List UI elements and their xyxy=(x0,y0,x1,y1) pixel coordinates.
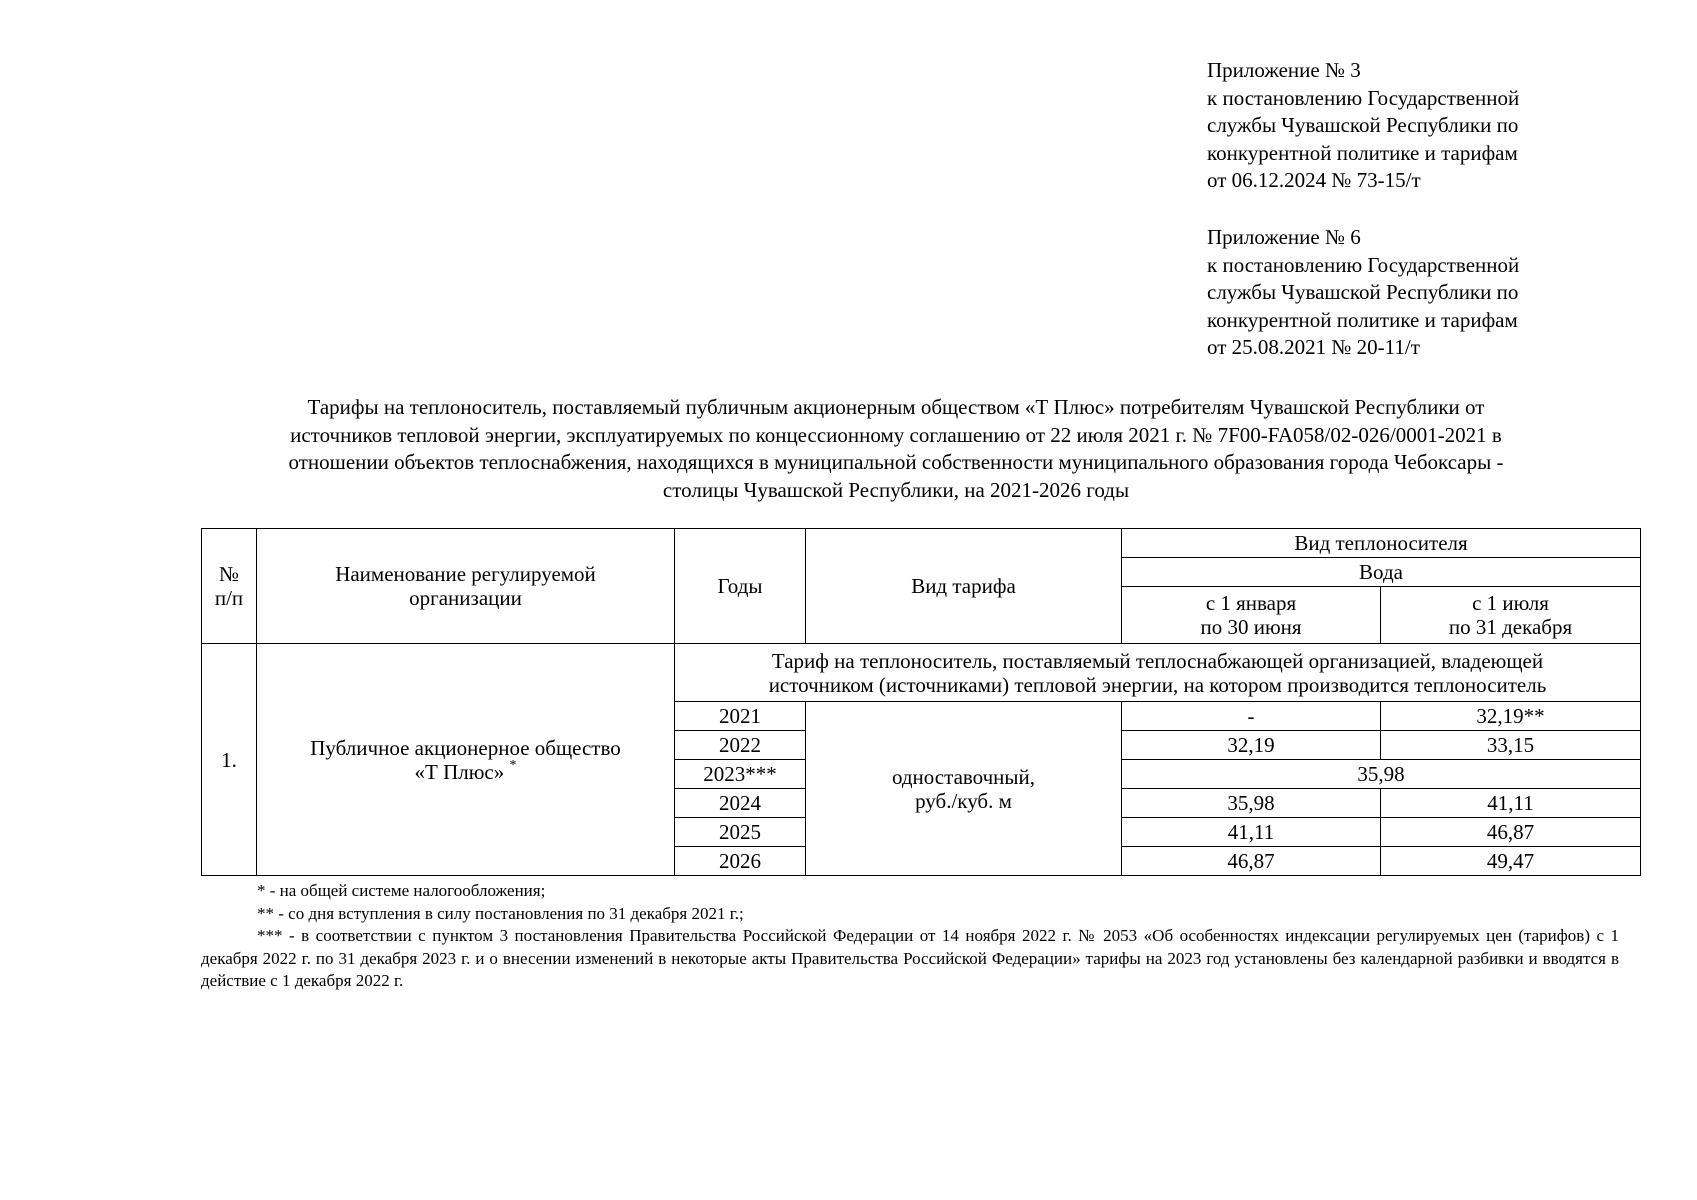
appendix-6-line: конкурентной политике и тарифам xyxy=(1207,307,1518,332)
appendix-3-line: к постановлению Государственной xyxy=(1207,85,1520,110)
appendix-6-line: службы Чувашской Республики по xyxy=(1207,280,1519,304)
appendix-6-line: к постановлению Государственной xyxy=(1207,252,1520,277)
header-period-jan-jun: с 1 января по 30 июня xyxy=(1122,587,1381,644)
value-jan-jun: 41,11 xyxy=(1122,818,1381,847)
appendix-3-date: от 06.12.2024 № 73-15/т xyxy=(1207,168,1421,192)
value-jul-dec: 49,47 xyxy=(1381,847,1641,876)
footnote-2: ** - со дня вступления в силу постановления по 31 декабря 2021 г.; xyxy=(257,903,744,923)
value-jan-jun: 35,98 xyxy=(1122,789,1381,818)
tariff-section-header: Тариф на теплоноситель, поставляемый теплоснабжающей организацией, владеющей источником (источниками) тепловой энергии, на котором производится теплоноситель xyxy=(675,644,1641,702)
value-jul-dec: 41,11 xyxy=(1381,789,1641,818)
tariff-table xyxy=(201,528,1641,876)
year-cell: 2022 xyxy=(675,731,806,760)
appendix-3-block xyxy=(1207,57,1519,195)
value-jan-jun: 32,19 xyxy=(1122,731,1381,760)
footnotes xyxy=(201,880,1619,993)
title-line: отношении объектов теплоснабжения, находящихся в муниципальной собственности муниципального образования города Чебоксары - xyxy=(288,450,1504,474)
footnote-3: *** - в соответствии с пунктом 3 постановления Правительства Российской Федерации от 14 ноября 2022 г. № 2053 «Об особенностях индексации регулируемых цен (тарифов) с 1 декабря 2022 г. по 31 декабря 2023 г. и о внесении изменений в некоторые акты Правительства Российской Федерации» тарифы на 2023 год установлены без календарной разбивки и вводятся в действие с 1 декабря 2022 г. xyxy=(201,926,1619,990)
header-water: Вода xyxy=(1122,558,1641,587)
title-line: источников тепловой энергии, эксплуатируемых по концессионному соглашению от 22 июля 2021 г. № 7F00-FA058/02-026/0001-2021 в xyxy=(290,422,1502,447)
appendix-6-date: от 25.08.2021 № 20-11/т xyxy=(1207,335,1420,359)
appendix-3-title: Приложение № 3 xyxy=(1207,58,1361,82)
year-cell: 2024 xyxy=(675,789,806,818)
year-cell: 2025 xyxy=(675,818,806,847)
title-line: Тарифы на теплоноситель, поставляемый публичным акционерным обществом «Т Плюс» потребителям Чувашской Республики от xyxy=(307,395,1485,419)
appendix-3-line: службы Чувашской Республики по xyxy=(1207,113,1519,137)
value-full-year: 35,98 xyxy=(1122,760,1641,789)
document-title xyxy=(176,394,1616,504)
appendix-6-title: Приложение № 6 xyxy=(1207,225,1361,249)
appendix-6-block xyxy=(1207,224,1519,362)
header-years: Годы xyxy=(675,529,806,644)
value-jan-jun: 46,87 xyxy=(1122,847,1381,876)
year-cell: 2026 xyxy=(675,847,806,876)
organization-name: Публичное акционерное общество «Т Плюс» * xyxy=(257,644,675,876)
title-line: столицы Чувашской Республики, на 2021-2026 годы xyxy=(662,477,1130,502)
value-jul-dec: 46,87 xyxy=(1381,818,1641,847)
header-period-jul-dec: с 1 июля по 31 декабря xyxy=(1381,587,1641,644)
header-number: № п/п xyxy=(202,529,257,644)
header-organization: Наименование регулируемой организации xyxy=(257,529,675,644)
appendix-3-line: конкурентной политике и тарифам xyxy=(1207,140,1518,165)
header-tariff-type: Вид тарифа xyxy=(806,529,1122,644)
value-jul-dec: 32,19** xyxy=(1381,702,1641,731)
header-carrier-type: Вид теплоносителя xyxy=(1122,529,1641,558)
value-jul-dec: 33,15 xyxy=(1381,731,1641,760)
year-cell: 2023*** xyxy=(675,760,806,789)
tariff-kind: одноставочный, руб./куб. м xyxy=(806,702,1122,876)
year-cell: 2021 xyxy=(675,702,806,731)
footnote-mark: * xyxy=(509,757,517,773)
row-number: 1. xyxy=(202,644,257,876)
value-jan-jun: - xyxy=(1122,702,1381,731)
footnote-1: * - на общей системе налогообложения; xyxy=(257,881,546,900)
